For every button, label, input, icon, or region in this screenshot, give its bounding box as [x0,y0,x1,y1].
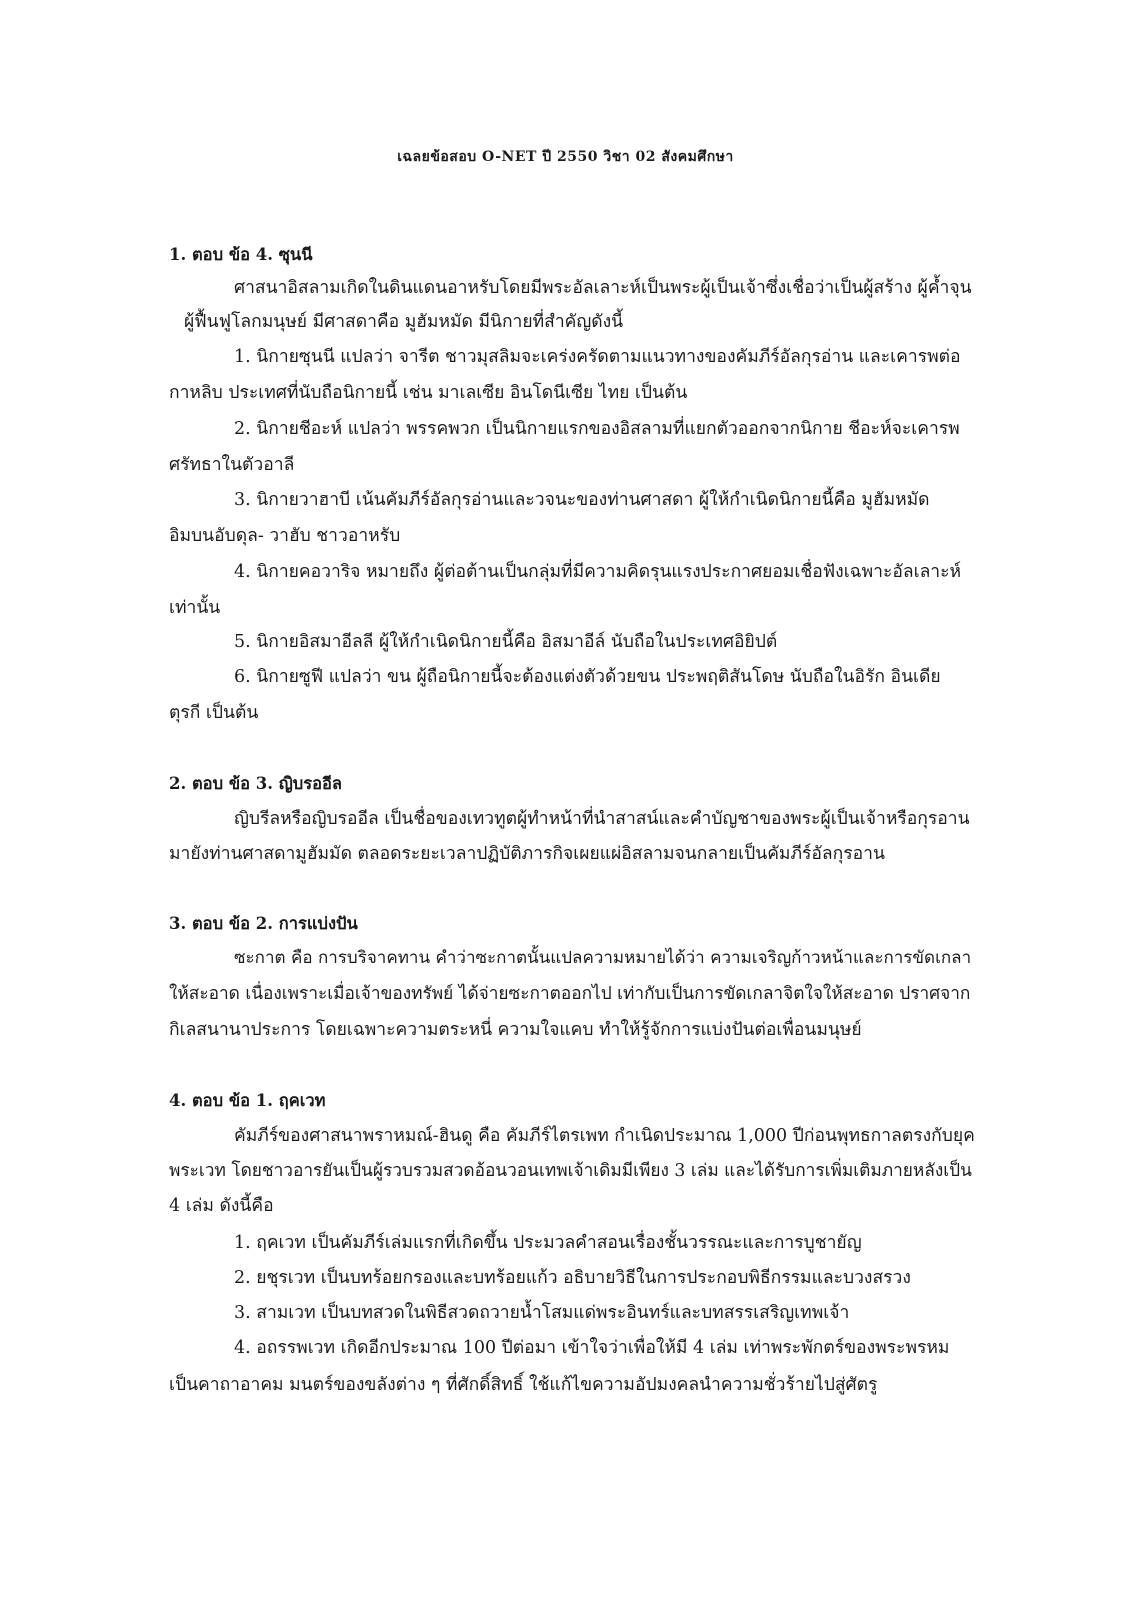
list-item: 4. อถรรพเวท เกิดอีกประมาณ 100 ปีต่อมา เข้าใจว่าเพื่อให้มี 4 เล่ม เท่าพระพักตร์ของพระพรหม [234,1338,950,1358]
paragraph-line: กาหลิบ ประเทศที่นับถือนิกายนี้ เช่น มาเลเซีย อินโดนีเซีย ไทย เป็นต้น [169,383,688,403]
paragraph-line: กิเลสนานาประการ โดยเฉพาะความตระหนี่ ความใจแคบ ทำให้รู้จักการแบ่งปันต่อเพื่อนมนุษย์ [169,1020,862,1040]
paragraph-line: ให้สะอาด เนื่องเพราะเมื่อเจ้าของทรัพย์ ได้จ่ายซะกาตออกไป เท่ากับเป็นการขัดเกลาจิตใจให้สะอาด ปราศจาก [169,984,971,1004]
paragraph-line: ตุรกี เป็นต้น [169,703,259,723]
list-item: 6. นิกายซูฟี แปลว่า ขน ผู้ถือนิกายนี้จะต้องแต่งตัวด้วยขน ประพฤติสันโดษ นับถือในอิรัก อินเดีย [234,667,941,687]
list-item: 1. นิกายซุนนี แปลว่า จารีต ชาวมุสลิมจะเคร่งครัดตามแนวทางของคัมภีร์อัลกุรอ่าน และเคารพต่อ [234,347,961,367]
list-item: 3. นิกายวาฮาบี เน้นคัมภีร์อัลกุรอ่านและวจนะของท่านศาสดา ผู้ให้กำเนิดนิกายนี้คือ มูฮัมหมัด [234,490,930,510]
paragraph-line: ผู้ฟื้นฟูโลกมนุษย์ มีศาสดาคือ มูฮัมหมัด มีนิกายที่สำคัญดังนี้ [184,312,624,332]
page-title: เฉลยข้อสอบ O-NET ปี 2550 วิชา 02 สังคมศึกษา [397,149,734,165]
list-item: 5. นิกายอิสมาอีลลี ผู้ให้กำเนิดนิกายนี้คือ อิสมาอีล์ นับถือในประเทศอิยิปต์ [234,632,778,652]
paragraph-line: ศาสนาอิสลามเกิดในดินแดนอาหรับโดยมีพระอัลเลาะห์เป็นพระผู้เป็นเจ้าซึ่งเชื่อว่าเป็นผู้สร้าง ผู้ค้ำจุน [234,278,972,298]
paragraph-line: ศรัทธาในตัวอาลี [169,455,295,475]
section-heading: 4. ตอบ ข้อ 1. ฤคเวท [169,1091,326,1110]
list-item: 1. ฤคเวท เป็นคัมภีร์เล่มแรกที่เกิดขึ้น ประมวลคำสอนเรื่องชั้นวรรณะและการบูชายัญ [234,1233,862,1253]
paragraph-line: เป็นคาถาอาคม มนตร์ของขลังต่าง ๆ ที่ศักดิ์สิทธิ์ ใช้แก้ไขความอัปมงคลนำความชั่วร้ายไปสู่ศัตรู [169,1375,878,1395]
paragraph-line: คัมภีร์ของศาสนาพราหมณ์-ฮินดู คือ คัมภีร์ไตรเพท กำเนิดประมาณ 1,000 ปีก่อนพุทธกาลตรงกับยุค [234,1126,975,1146]
paragraph-line: ซะกาต คือ การบริจาคทาน คำว่าซะกาตนั้นแปลความหมายได้ว่า ความเจริญก้าวหน้าและการขัดเกลา [234,948,972,968]
section-heading: 2. ตอบ ข้อ 3. ญิบรออีล [169,774,343,793]
paragraph-line: 4 เล่ม ดังนี้คือ [169,1196,274,1216]
paragraph-line: พระเวท โดยชาวอารยันเป็นผู้รวบรวมสวดอ้อนวอนเทพเจ้าเดิมมีเพียง 3 เล่ม และได้รับการเพิ่มเติมภายหลังเป็น [169,1161,972,1181]
section-heading: 1. ตอบ ข้อ 4. ซุนนี [169,245,313,264]
list-item: 4. นิกายคอวาริจ หมายถึง ผู้ต่อต้านเป็นกลุ่มที่มีความคิดรุนแรงประกาศยอมเชื่อฟังเฉพาะอัลเลาะห์ [234,562,962,582]
list-item: 2. ยชุรเวท เป็นบทร้อยกรองและบทร้อยแก้ว อธิบายวิธีในการประกอบพิธีกรรมและบวงสรวง [234,1268,911,1288]
paragraph-line: มายังท่านศาสดามูฮัมมัด ตลอดระยะเวลาปฏิบัติภารกิจเผยแผ่อิสลามจนกลายเป็นคัมภีร์อัลกุรอาน [169,844,885,864]
paragraph-line: อิมบนอับดุล- วาฮับ ชาวอาหรับ [169,526,401,546]
list-item: 3. สามเวท เป็นบทสวดในพิธีสวดถวายน้ำโสมแด่พระอินทร์และบทสรรเสริญเทพเจ้า [234,1303,850,1323]
paragraph-line: ญิบรีลหรือญิบรออีล เป็นชื่อของเทวทูตผู้ทำหน้าที่นำสาสน์และคำบัญชาของพระผู้เป็นเจ้าหรือกุรอาน [234,809,970,829]
section-heading: 3. ตอบ ข้อ 2. การแบ่งปัน [169,914,358,933]
list-item: 2. นิกายชีอะห์ แปลว่า พรรคพวก เป็นนิกายแรกของอิสลามที่แยกตัวออกจากนิกาย ชีอะห์จะเคารพ [234,419,960,439]
paragraph-line: เท่านั้น [169,598,221,618]
